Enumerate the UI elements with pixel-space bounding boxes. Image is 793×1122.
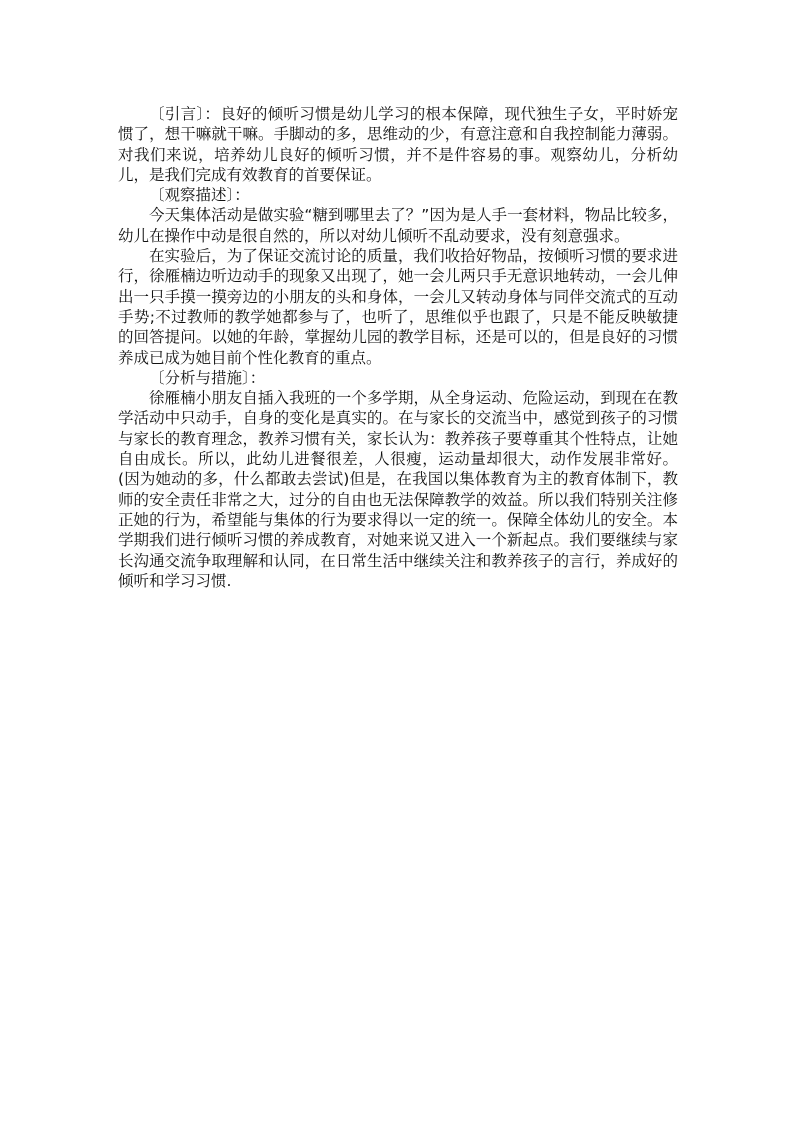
- heading-analysis-measures: 〔分析与措施〕：: [149, 368, 266, 387]
- document-body: [118, 104, 678, 591]
- paragraph-introduction: 〔引言〕：良好的倾听习惯是幼儿学习的根本保障，现代独生子女，平时娇宠惯了，想干嘛就干嘛。手脚动的多，思维动的少，有意注意和自我控制能力薄弱。对我们来说，培养幼儿良好的倾听习惯，并不是件容易的事。观察幼儿，分析幼儿，是我们完成有效教育的首要保证。: [118, 105, 678, 184]
- paragraph-observation-after-experiment: 在实验后，为了保证交流讨论的质量，我们收拾好物品，按倾听习惯的要求进行，徐雁楠边听边动手的现象又出现了，她一会儿两只手无意识地转动，一会儿伸出一只手摸一摸旁边的小朋友的头和身体，一会儿又转动身体与同伴交流式的互动手势;不过教师的教学她都参与了，也听了，思维似乎也跟了，只是不能反映敏捷的回答提问。以她的年龄，掌握幼儿园的教学目标，还是可以的，但是良好的习惯养成已成为她目前个性化教育的重点。: [118, 247, 678, 367]
- paragraph-analysis: 徐雁楠小朋友自插入我班的一个多学期，从全身运动、危险运动，到现在在教学活动中只动手，自身的变化是真实的。在与家长的交流当中，感觉到孩子的习惯与家长的教育理念，教养习惯有关，家长认为：教养孩子要尊重其个性特点，让她自由成长。所以，此幼儿进餐很差，人很瘦，运动量却很大，动作发展非常好。(因为她动的多，什么都敢去尝试)但是，在我国以集体教育为主的教育体制下，教师的安全责任非常之大，过分的自由也无法保障教学的效益。所以我们特别关注修正她的行为，希望能与集体的行为要求得以一定的统一。保障全体幼儿的安全。本学期我们进行倾听习惯的养成教育，对她来说又进入一个新起点。我们要继续与家长沟通交流争取理解和认同，在日常生活中继续关注和教养孩子的言行，养成好的倾听和学习习惯.: [118, 389, 678, 590]
- heading-observation: 〔观察描述〕：: [149, 186, 250, 205]
- paragraph-observation-activity: 今天集体活动是做实验“糖到哪里去了？”因为是人手一套材料，物品比较多，幼儿在操作中动是很自然的，所以对幼儿倾听不乱动要求，没有刻意强求。: [118, 206, 678, 245]
